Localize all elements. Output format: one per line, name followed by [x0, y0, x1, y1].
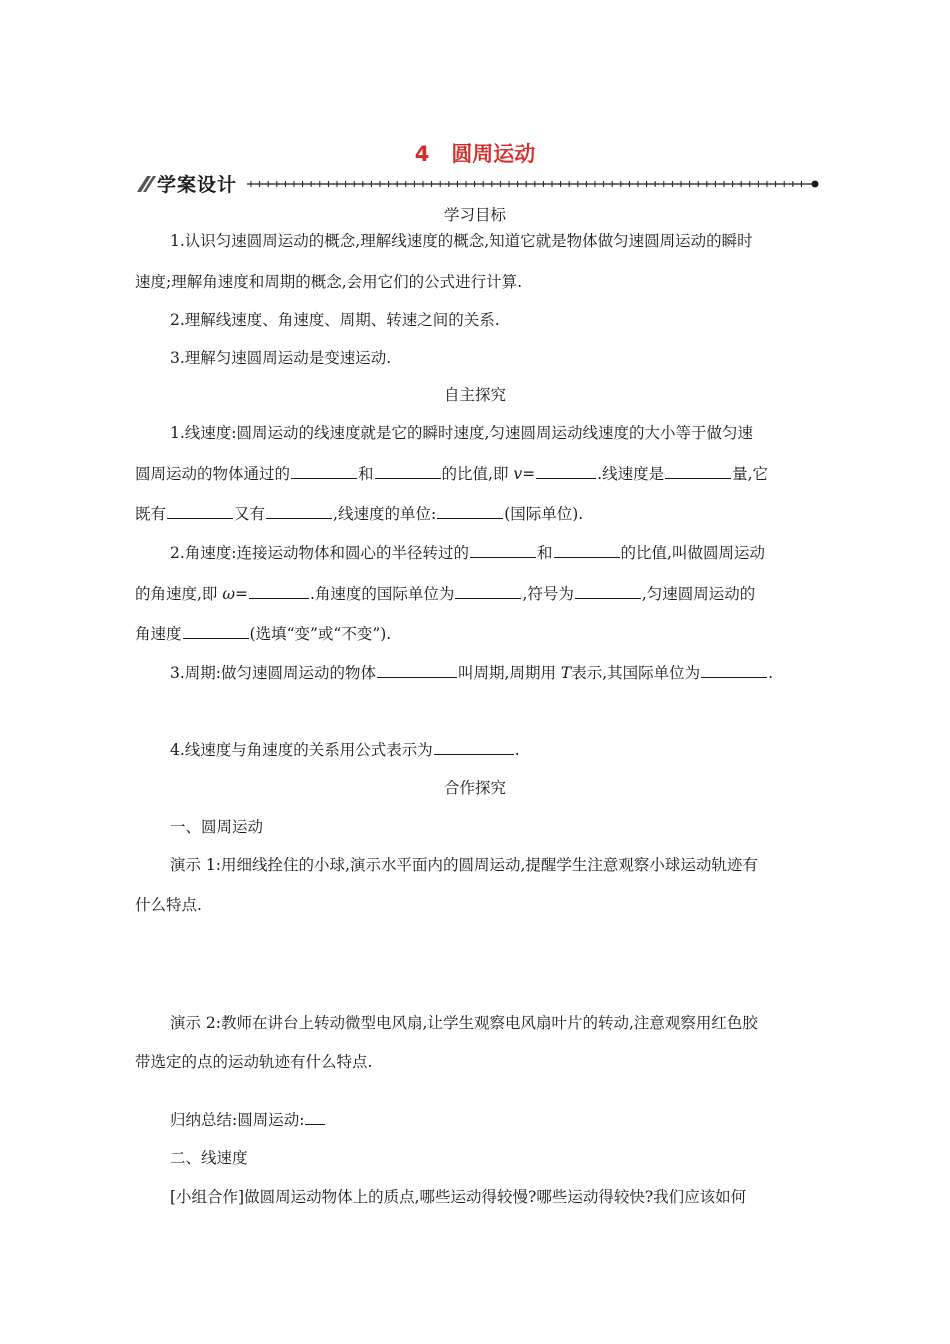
text: .角速度的国际单位为 — [310, 585, 455, 603]
demo-1-line-1: 演示 1:用细线拴住的小球,演示水平面内的圆周运动,提醒学生注意观察小球运动轨迹有 — [170, 856, 758, 874]
text: 和 — [358, 465, 374, 483]
text: .线速度是 — [597, 465, 665, 483]
text: 的比值,叫做圆周运动 — [620, 544, 765, 562]
section-banner — [135, 170, 820, 198]
demo-2-line-2: 带选定的点的运动轨迹有什么特点. — [135, 1053, 373, 1071]
blank-8[interactable] — [470, 556, 536, 558]
text: . — [514, 741, 520, 759]
blank-3[interactable] — [536, 477, 596, 479]
blank-6[interactable] — [266, 517, 332, 519]
text: 量,它 — [732, 465, 769, 483]
blank-7[interactable] — [437, 517, 503, 519]
question-1-line-2 — [135, 462, 768, 484]
text: 圆周运动的物体通过的 — [135, 465, 291, 483]
demo-2-line-1: 演示 2:教师在讲台上转动微型电风扇,让学生观察电风扇叶片的转动,注意观察用红色胶 — [170, 1014, 758, 1032]
blank-16[interactable] — [434, 753, 514, 755]
question-2-line-1 — [170, 541, 765, 563]
question-2-line-3 — [135, 622, 391, 644]
banner-dotted-line — [247, 174, 822, 194]
cooperation-heading: 合作探究 — [443, 779, 506, 797]
text: = — [522, 465, 536, 483]
text: 3.周期:做匀速圆周运动的物体 — [170, 664, 377, 682]
lesson-title — [0, 138, 950, 168]
question-1-line-3 — [135, 502, 583, 524]
blank-13[interactable] — [183, 637, 249, 639]
banner-stripe-icon — [135, 174, 157, 194]
banner-label: 学案设计 — [157, 174, 238, 196]
demo-1-line-2: 什么特点. — [135, 896, 202, 914]
variable-omega: ω — [222, 585, 235, 603]
text: 2.角速度:连接运动物体和圆心的半径转过的 — [170, 544, 470, 562]
text: (选填“变”或“不变”). — [249, 625, 392, 643]
text: ,匀速圆周运动的 — [641, 585, 756, 603]
question-2-line-2 — [135, 582, 755, 604]
question-4 — [170, 738, 520, 760]
part-1-title: 一、圆周运动 — [170, 818, 264, 836]
blank-4[interactable] — [665, 477, 731, 479]
text: 角速度 — [135, 625, 182, 643]
blank-9[interactable] — [554, 556, 620, 558]
text: ,符号为 — [522, 585, 574, 603]
blank-1[interactable] — [291, 477, 357, 479]
blank-10[interactable] — [249, 597, 309, 599]
objectives-heading: 学习目标 — [443, 206, 506, 224]
objective-2: 2.理解线速度、角速度、周期、转速之间的关系. — [170, 311, 500, 329]
text: 表示,其国际单位为 — [571, 664, 701, 682]
lesson-title-text: 圆周运动 — [451, 142, 536, 166]
question-3 — [170, 661, 773, 683]
text: 和 — [537, 544, 553, 562]
summary — [170, 1108, 326, 1130]
self-study-heading: 自主探究 — [443, 386, 506, 404]
text: . — [768, 664, 774, 682]
text: 归纳总结:圆周运动: — [170, 1111, 305, 1129]
group-work-line-1: [小组合作]做圆周运动物体上的质点,哪些运动得较慢?哪些运动得较快?我们应该如何 — [170, 1188, 747, 1206]
objective-3: 3.理解匀速圆周运动是变速运动. — [170, 349, 392, 367]
text: 的角速度,即 — [135, 585, 223, 603]
lesson-number: 4 — [414, 142, 430, 166]
blank-12[interactable] — [575, 597, 641, 599]
variable-t: T — [560, 664, 572, 682]
text: 叫周期,周期用 — [458, 664, 561, 682]
blank-17[interactable] — [305, 1123, 325, 1125]
blank-15[interactable] — [701, 676, 767, 678]
text: (国际单位). — [504, 505, 584, 523]
blank-2[interactable] — [375, 477, 441, 479]
text: 的比值,即 — [441, 465, 514, 483]
text: 既有 — [135, 505, 167, 523]
objective-1-line-1: 1.认识匀速圆周运动的概念,理解线速度的概念,知道它就是物体做匀速圆周运动的瞬时 — [170, 232, 753, 250]
question-1-line-1: 1.线速度:圆周运动的线速度就是它的瞬时速度,匀速圆周运动线速度的大小等于做匀速 — [170, 424, 753, 442]
blank-11[interactable] — [455, 597, 521, 599]
blank-5[interactable] — [167, 517, 233, 519]
text: 4.线速度与角速度的关系用公式表示为 — [170, 741, 433, 759]
text: ,线速度的单位: — [333, 505, 437, 523]
variable-v: v — [513, 465, 523, 483]
blank-14[interactable] — [377, 676, 457, 678]
part-2-title: 二、线速度 — [170, 1149, 248, 1167]
text: = — [235, 585, 248, 603]
objective-1-line-2: 速度;理解角速度和周期的概念,会用它们的公式进行计算. — [135, 273, 523, 291]
text: 又有 — [234, 505, 266, 523]
